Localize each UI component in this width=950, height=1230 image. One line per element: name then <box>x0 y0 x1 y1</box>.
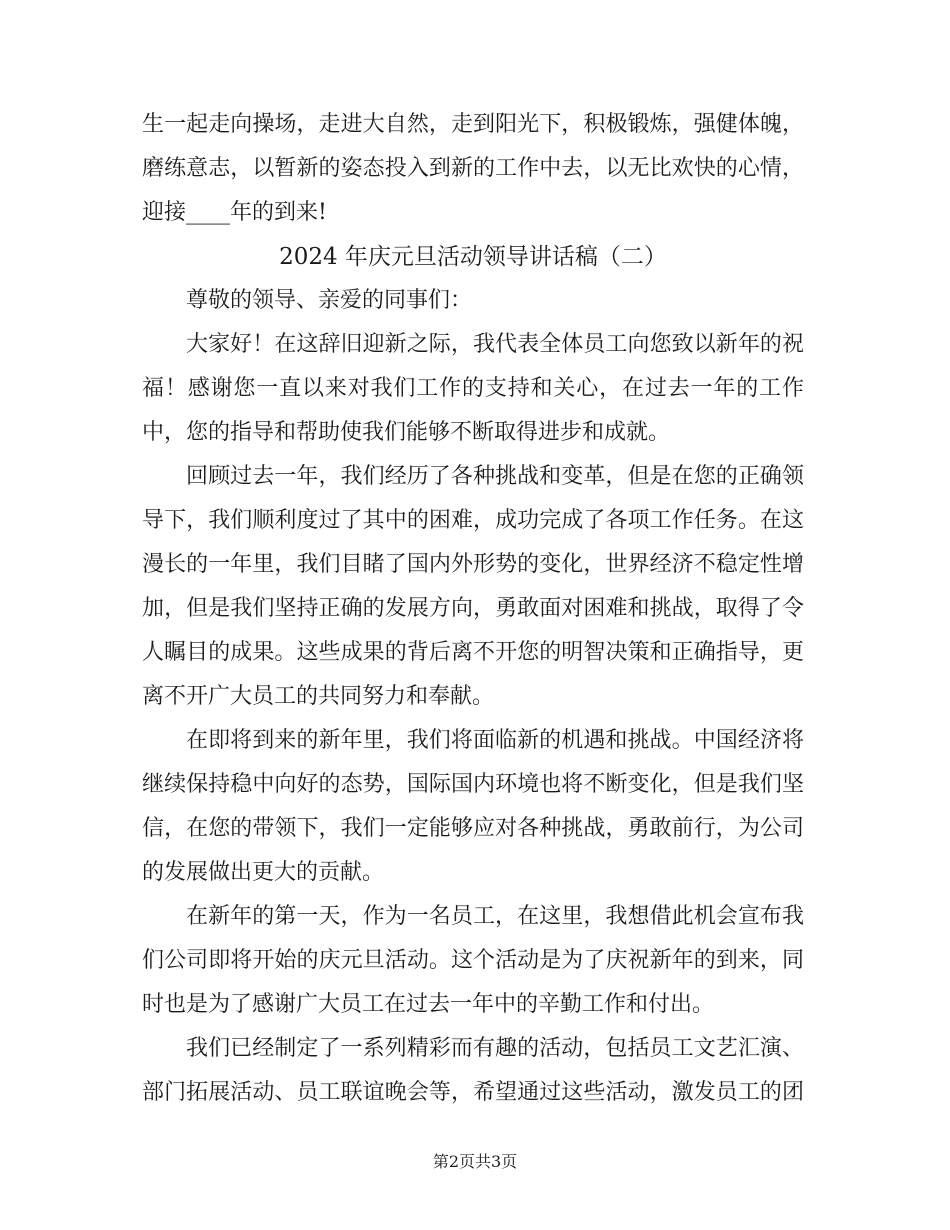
text-line: 生一起走向操场，走进大自然，走到阳光下，积极锻炼，强健体魄， <box>142 112 804 137</box>
section-title: 2024 年庆元旦活动领导讲话稿（二） <box>279 244 667 270</box>
text-line: 导下，我们顺利度过了其中的困难，成功完成了各项工作任务。在这 <box>142 508 804 533</box>
paragraph-3 <box>142 719 804 895</box>
text-line: 离不开广大员工的共同努力和奉献。 <box>142 684 495 709</box>
text-line: 们公司即将开始的庆元旦活动。这个活动是为了庆祝新年的到来，同 <box>142 948 804 973</box>
text-line: 的发展做出更大的贡献。 <box>142 860 385 885</box>
text-line: 大家好！在这辞旧迎新之际，我代表全体员工向您致以新年的祝 <box>186 332 804 357</box>
intro-paragraph <box>142 103 804 235</box>
paragraph-2 <box>142 455 804 719</box>
paragraph-1 <box>142 323 804 455</box>
text-line: 在新年的第一天，作为一名员工，在这里，我想借此机会宣布我 <box>186 904 804 929</box>
text-line: 人瞩目的成果。这些成果的背后离不开您的明智决策和正确指导，更 <box>142 640 804 665</box>
salutation: 尊敬的领导、亲爱的同事们： <box>186 288 473 313</box>
text-line: 在即将到来的新年里，我们将面临新的机遇和挑战。中国经济将 <box>186 728 804 753</box>
document-body <box>142 103 804 1115</box>
text-line: 中，您的指导和帮助使我们能够不断取得进步和成就。 <box>142 420 671 445</box>
text-line: 加，但是我们坚持正确的发展方向，勇敢面对困难和挑战，取得了令 <box>142 596 804 621</box>
text-line: 福！感谢您一直以来对我们工作的支持和关心，在过去一年的工作 <box>142 376 804 401</box>
paragraph-5 <box>142 1027 804 1115</box>
page-number-footer: 第2页共3页 <box>432 1152 518 1171</box>
text-line: 时也是为了感谢广大员工在过去一年中的辛勤工作和付出。 <box>142 992 715 1017</box>
text-line: 磨练意志，以暂新的姿态投入到新的工作中去，以无比欢快的心情， <box>142 156 804 181</box>
text-line: 信，在您的带领下，我们一定能够应对各种挑战，勇敢前行，为公司 <box>142 816 804 841</box>
text-line: 回顾过去一年，我们经历了各种挑战和变革，但是在您的正确领 <box>186 464 804 489</box>
text-line: 我们已经制定了一系列精彩而有趣的活动，包括员工文艺汇演、 <box>186 1036 804 1061</box>
text-line: 继续保持稳中向好的态势，国际国内环境也将不断变化，但是我们坚 <box>142 772 804 797</box>
text-line: 漫长的一年里，我们目睹了国内外形势的变化，世界经济不稳定性增 <box>142 552 804 577</box>
text-line: 部门拓展活动、员工联谊晚会等，希望通过这些活动，激发员工的团 <box>142 1080 804 1105</box>
paragraph-4 <box>142 895 804 1027</box>
text-line: 迎接____年的到来! <box>142 200 327 225</box>
